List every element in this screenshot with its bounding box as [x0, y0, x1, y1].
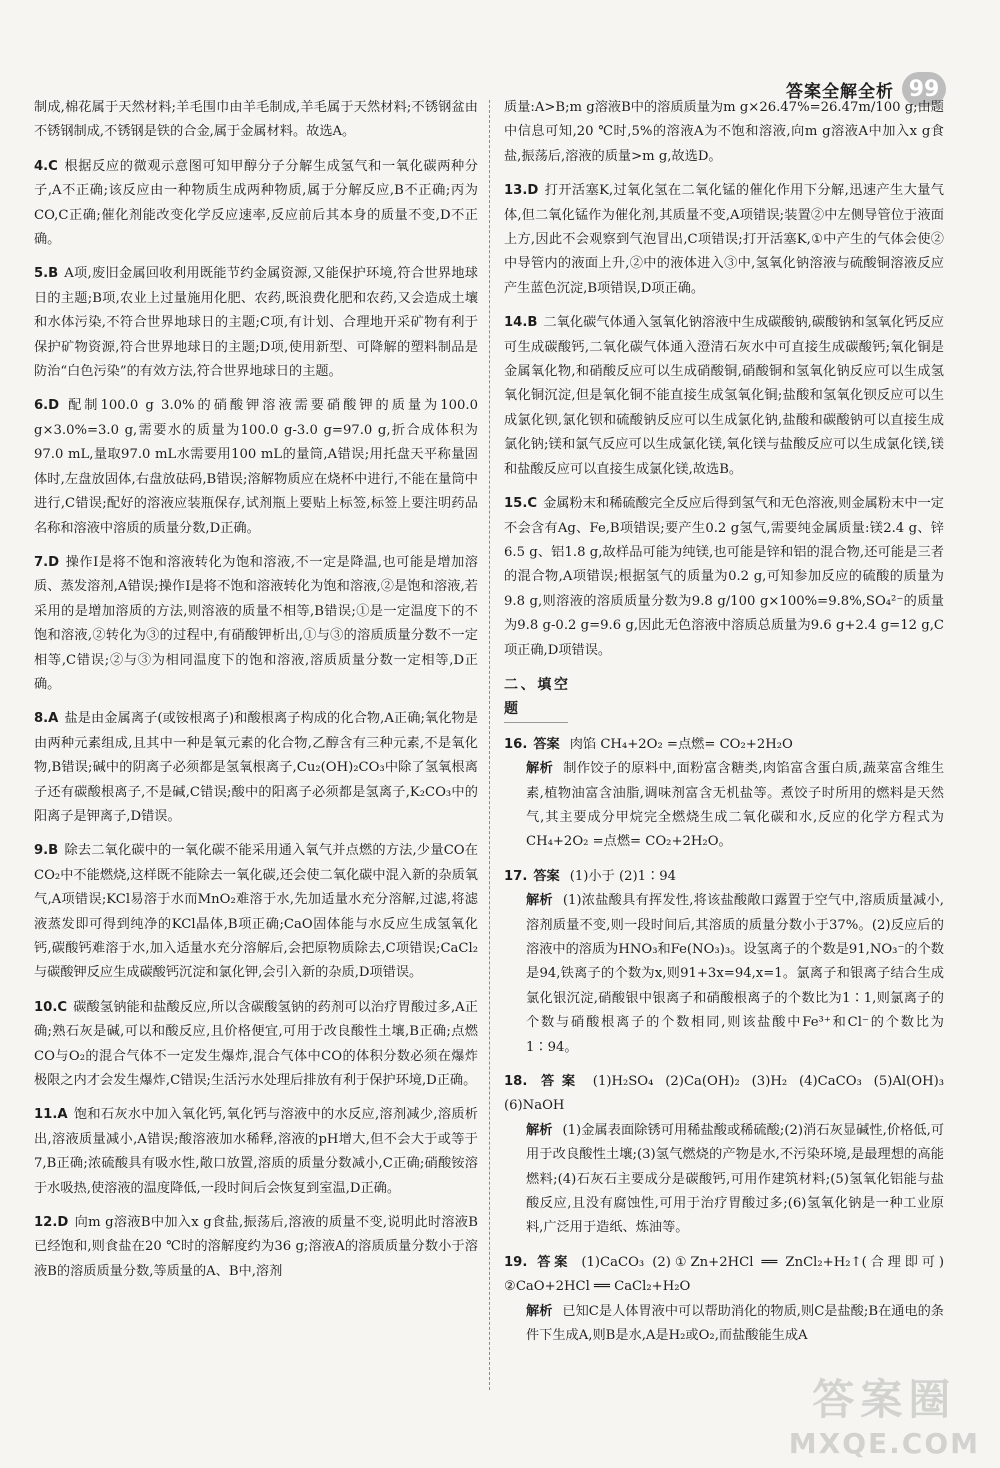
site-watermark: [789, 1367, 980, 1460]
answer-item-6: 6.D 配制100.0 g 3.0%的硝酸钾溶液需要硝酸钾的质量为100.0 g×3.0%=3.0 g,需要水的质量为100.0 g-3.0 g=97.0 g,折合成体积为97.0 mL,量取97.0 mL水需要用100 mL的量筒,A错误;用托盘天平称量固体时,左盘放固体,右盘放砝码,B错误;溶解物质应在烧杯中进行,不能在量筒中进行,C错误;配好的溶液应装瓶保存,试剂瓶上要贴上标签,标签上要注明药品名称和溶液中溶质的质量分数,D正确。: [34, 398, 478, 536]
column-divider: [489, 100, 490, 1390]
answer-item-12-continued: 质量:A>B;m g溶液B中的溶质质量为m g×26.47%=26.47m/100 g;由题中信息可知,20 ℃时,5%的溶液A为不饱和溶液,向m g溶液A中加入x g食盐,振荡后,溶液的质量>m g,故选D。: [504, 100, 944, 164]
right-column: [504, 96, 944, 1359]
answer-item-10: 10.C 碳酸氢钠能和盐酸反应,所以含碳酸氢钠的药剂可以治疗胃酸过多,A正确;熟石灰是碱,可以和酸反应,且价格便宜,可用于改良酸性土壤,B正确;点燃CO与O₂的混合气体不一定发生爆炸,混合气体中CO的体积分数必须在爆炸极限之内才会发生爆炸,C错误;生活污水处理后排放有利于保护环境,D正确。: [34, 999, 478, 1089]
answer-item-12: 12.D 向m g溶液B中加入x g食盐,振荡后,溶液的质量不变,说明此时溶液B已经饱和,则食盐在20 ℃时的溶解度约为36 g;溶液A的溶质质量分数小于溶液B的溶质质量分数,等质量的A、B中,溶剂: [34, 1215, 478, 1279]
answer-item-15: 15.C 金属粉末和稀硫酸完全反应后得到氢气和无色溶液,则金属粉末中一定不会含有Ag、Fe,B项错误;要产生0.2 g氢气,需要纯金属质量:镁2.4 g、锌6.5 g、铝1.8 g,故样品可能为纯镁,也可能是锌和铝的混合物,还可能是三者的混合物,A项错误;根据氢气的质量为0.2 g,可知参加反应的硫酸的质量为9.8 g,则溶液的溶质质量分数为9.8 g/100 g×100%=9.8%,SO₄²⁻的质量为9.8 g-0.2 g=9.6 g,因此无色溶液中溶质总质量为9.6 g+2.4 g=12 g,C项正确,D项错误。: [504, 496, 944, 658]
watermark-logo-text: 答案圈: [812, 1375, 957, 1424]
answer-item-11: 11.A 饱和石灰水中加入氧化钙,氧化钙与溶液中的水反应,溶剂减少,溶质析出,溶液质量减小,A错误;酸溶液加水稀释,溶液的pH增大,但不会大于或等于7,B正确;浓硫酸具有吸水性,敞口放置,溶质的质量分数减小,C正确;硝酸铵溶于水吸热,使溶液的温度降低,一段时间后会恢复到室温,D正确。: [34, 1107, 478, 1196]
page-number: 99: [902, 72, 946, 106]
answer-item-continued: 制成,棉花属于天然材料;羊毛围巾由羊毛制成,羊毛属于天然材料;不锈钢盆由不锈钢制成,不锈钢是铁的合金,属于金属材料。故选A。: [34, 100, 478, 140]
watermark-url: MXQE.COM: [788, 1427, 980, 1460]
answer-item-8: 8.A 盐是由金属离子(或铵根离子)和酸根离子构成的化合物,A正确;氧化物是由两种元素组成,且其中一种是氧元素的化合物,乙醇含有三种元素,不是氧化物,B错误;碱中的阴离子必须都是氢氧根离子,Cu₂(OH)₂CO₃中除了氢氧根离子还有碳酸根离子,不是碱,C错误;酸中的阳离子必须都是氢离子,K₂CO₃中的阳离子是钾离子,D错误。: [34, 711, 478, 824]
fill-item-17: 17. 答案 (1)小于 (2)1∶94 解析 (1)浓盐酸具有挥发性,将该盐酸敞口露置于空气中,溶质质量减小,溶剂质量不变,则一段时间后,其溶质的质量分数小于37%。(2)反应后的溶液中的溶质为HNO₃和Fe(NO₃)₃。设氢离子的个数是91,NO₃⁻的个数是94,铁离子的个数为x,则91+3x=94,x=1。氯离子和银离子结合生成氯化银沉淀,硝酸银中银离子和硝酸根离子的个数比为1∶1,则氯离子的个数与硝酸根离子的个数相同,则该盐酸中Fe³⁺和Cl⁻的个数比为1∶94。: [504, 868, 944, 1055]
answer-item-14: 14.B 二氧化碳气体通入氢氧化钠溶液中生成碳酸钠,碳酸钠和氢氧化钙反应可生成碳酸钙,二氧化碳气体通入澄清石灰水中可直接生成碳酸钙;氧化铜是金属氧化物,和硝酸反应可以生成硝酸铜,硝酸铜和氢氧化钠反应可以生成氢氧化铜沉淀,但是氧化铜不能直接生成氢氧化铜;盐酸和氢氧化钡反应可以生成氯化钡,氯化钡和硫酸钠反应可以生成氯化钠,盐酸和碳酸钠可以直接生成氯化钠;镁和氯气反应可以生成氯化镁,氧化镁与盐酸反应可以生成氯化镁,镁和盐酸反应可以直接生成氯化镁,故选B。: [504, 315, 944, 477]
left-column: [34, 96, 478, 1294]
fill-item-16: 16. 答案 肉馅 CH₄+2O₂ =点燃= CO₂+2H₂O 解析 制作饺子的原料中,面粉富含糖类,肉馅富含蛋白质,蔬菜富含维生素,植物油富含油脂,调味剂富含无机盐等。煮饺子时所用的燃料是天然气,其主要成分甲烷完全燃烧生成二氧化碳和水,反应的化学方程式为CH₄+2O₂ =点燃= CO₂+2H₂O。: [504, 736, 945, 850]
fill-item-19: 19. 答案 (1)CaCO₃ (2)①Zn+2HCl ══ ZnCl₂+H₂↑(合理即可) ②CaO+2HCl ══ CaCl₂+H₂O 解析 已知C是人体胃液中可以帮助消化的物质,则C是盐酸;B在通电的条件下生成A,则B是水,A是H₂或O₂,而盐酸能生成A: [504, 1254, 944, 1344]
header-title: 答案全解全析: [786, 81, 894, 102]
fill-item-18: 18. 答案 (1)H₂SO₄ (2)Ca(OH)₂ (3)H₂ (4)CaCO₃ (5)Al(OH)₃ (6)NaOH 解析 (1)金属表面除锈可用稀盐酸或稀硫酸;(2)消石灰显碱性,价格低,可用于改良酸性土壤;(3)氢气燃烧的产物是水,不污染环境,是最理想的高能燃料;(4)石灰石主要成分是碳酸钙,可用作建筑材料;(5)氢氧化铝能与盐酸反应,且没有腐蚀性,可用于治疗胃酸过多;(6)氢氧化钠是一种工业原料,广泛用于造纸、炼油等。: [504, 1074, 945, 1236]
answer-item-13: 13.D 打开活塞K,过氧化氢在二氧化锰的催化作用下分解,迅速产生大量气体,但二氧化锰作为催化剂,其质量不变,A项错误;装置②中左侧导管位于液面上方,因此不会观察到气泡冒出,C项错误;打开活塞K,①中产生的气体会使②中导管内的液面上升,②中的液体进入③中,氢氧化钠溶液与硫酸铜溶液反应产生蓝色沉淀,B项错误,D项正确。: [504, 183, 944, 296]
answer-item-7: 7.D 操作Ⅰ是将不饱和溶液转化为饱和溶液,不一定是降温,也可能是增加溶质、蒸发溶剂,A错误;操作Ⅰ是将不饱和溶液转化为饱和溶液,②是饱和溶液,若采用的是增加溶质的方法,则溶液的质量不相等,B错误;①是一定温度下的不饱和溶液,②转化为③的过程中,有硝酸钾析出,①与③的溶质质量分数不一定相等,C错误;②与③为相同温度下的饱和溶液,溶质质量分数一定相等,D正确。: [34, 554, 478, 692]
section-title: 二、填空题: [504, 673, 568, 723]
answer-item-4: 4.C 根据反应的微观示意图可知甲醇分子分解生成氢气和一氧化碳两种分子,A不正确;该反应由一种物质生成两种物质,属于分解反应,B不正确;丙为CO,C正确;催化剂能改变化学反应速率,反应前后其本身的质量不变,D不正确。: [34, 158, 478, 248]
answer-item-5: 5.B A项,废旧金属回收利用既能节约金属资源,又能保护环境,符合世界地球日的主题;B项,农业上过量施用化肥、农药,既浪费化肥和农药,又会造成土壤和水体污染,不符合世界地球日的主题;C项,有计划、合理地开采矿物有利于保护矿物资源,符合世界地球日的主题;D项,使用新型、可降解的塑料制品是防治“白色污染”的有效方法,符合世界地球日的主题。: [34, 266, 478, 380]
answer-item-9: 9.B 除去二氧化碳中的一氧化碳不能采用通入氧气并点燃的方法,少量CO在CO₂中不能燃烧,这样既不能除去一氧化碳,还会使二氧化碳中混入新的杂质氧气,A项错误;KCl易溶于水而MnO₂难溶于水,先加适量水充分溶解,过滤,将滤液蒸发即可得到纯净的KCl晶体,B项正确;CaO固体能与水反应生成氢氧化钙,碳酸钙难溶于水,加入适量水充分溶解后,会把原物质除去,C项错误;CaCl₂与碳酸钾反应生成碳酸钙沉淀和氯化钾,会引入新的杂质,D项错误。: [34, 843, 478, 981]
